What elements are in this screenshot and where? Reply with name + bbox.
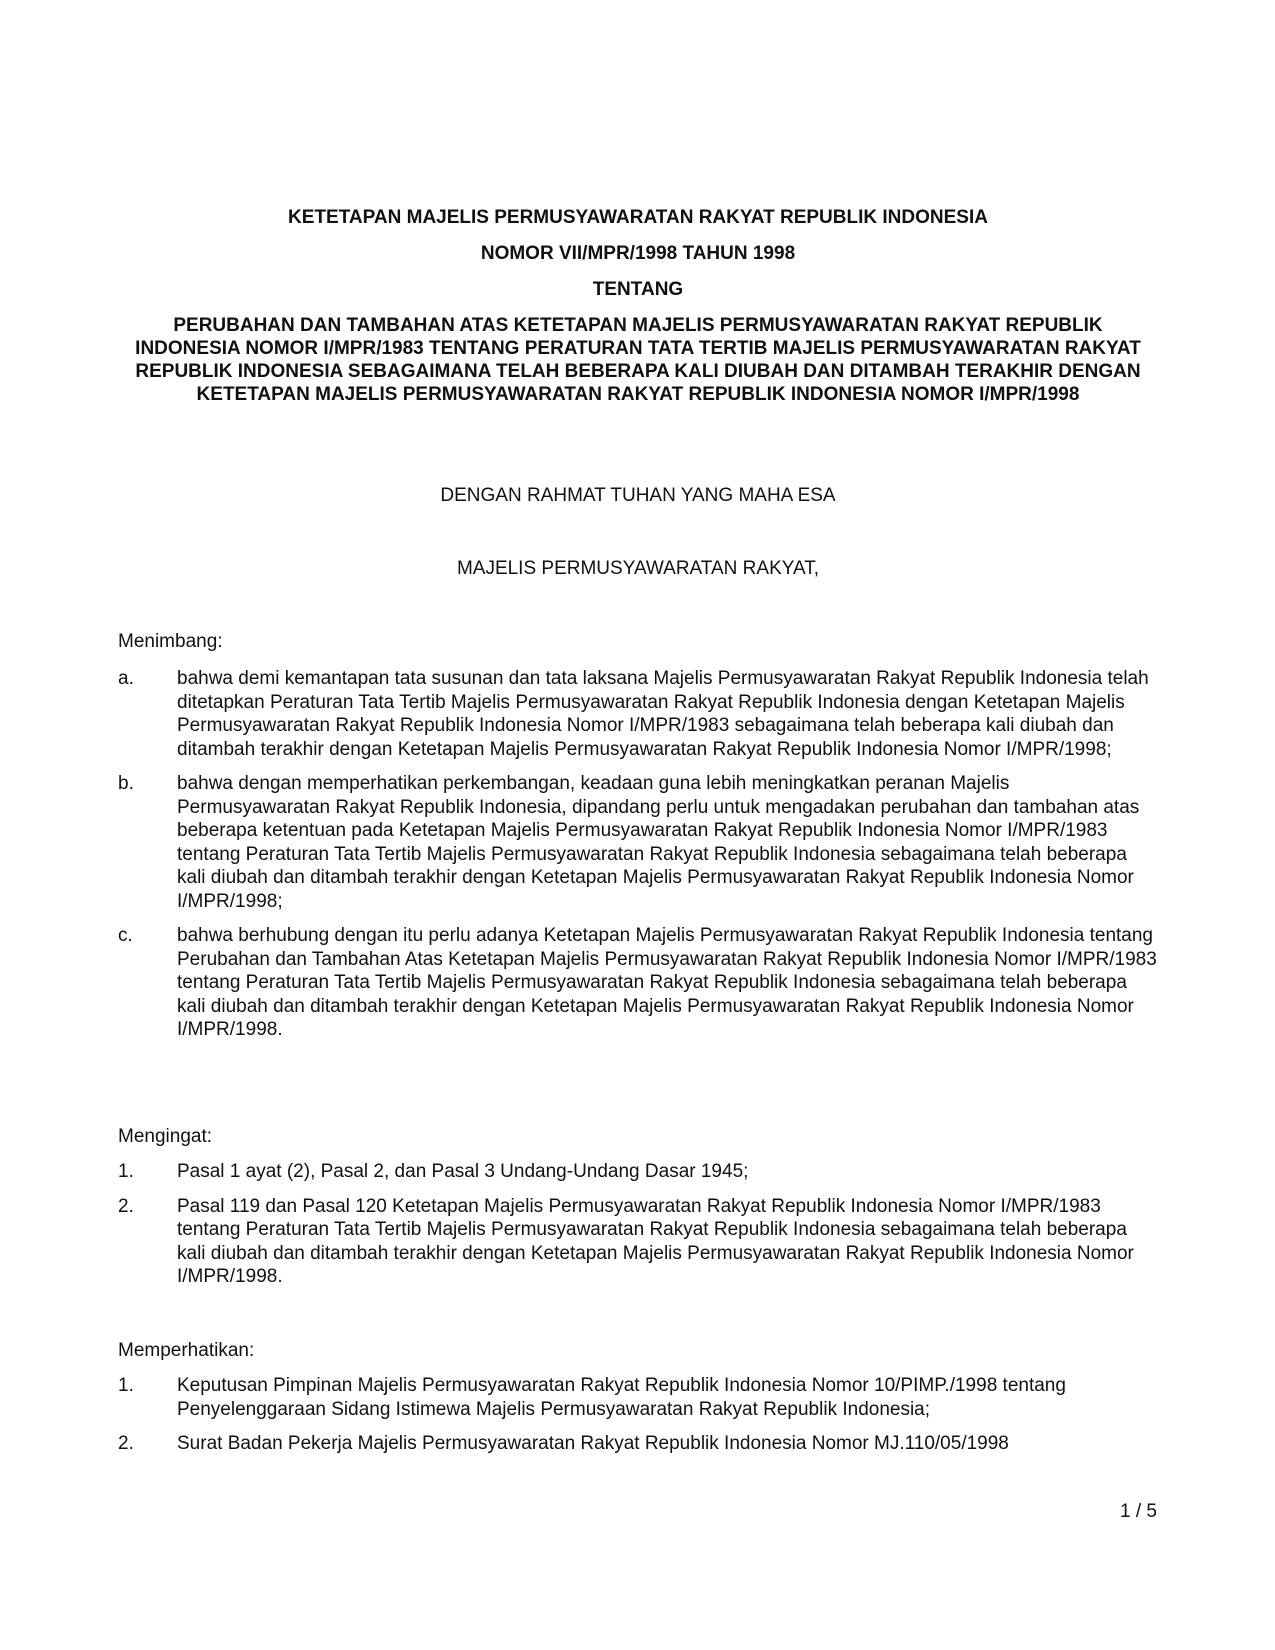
mengingat-list xyxy=(118,1160,1158,1300)
document-tentang: TENTANG xyxy=(592,279,684,300)
opening-invocation: DENGAN RAHMAT TUHAN YANG MAHA ESA xyxy=(440,485,836,506)
list-marker: a. xyxy=(118,668,134,689)
list-item xyxy=(118,1160,1158,1184)
list-text: Pasal 1 ayat (2), Pasal 2, dan Pasal 3 Undang-Undang Dasar 1945; xyxy=(177,1161,749,1182)
list-marker: 2. xyxy=(118,1195,134,1217)
list-item xyxy=(118,1195,1158,1289)
list-text: Pasal 119 dan Pasal 120 Ketetapan Majelis Permusyawaratan Rakyat Republik Indonesia Nomor I/MPR/1983 tentang Peraturan Tata Tertib Majelis Permusyawaratan Rakyat Republik Indonesia sebagaimana telah beberapa kali diubah dan ditambah terakhir dengan Ketetapan Majelis Permusyawaratan Rakyat Republik Indonesia Nomor I/MPR/1998. xyxy=(177,1195,1134,1287)
list-marker: b. xyxy=(118,773,134,794)
list-text: Surat Badan Pekerja Majelis Permusyawaratan Rakyat Republik Indonesia Nomor MJ.110/05/1998 xyxy=(177,1433,1009,1454)
list-text: bahwa dengan memperhatikan perkembangan, keadaan guna lebih meningkatkan peranan Majelis Permusyawaratan Rakyat Republik Indonesia, dipandang perlu untuk mengadakan perubahan dan tambahan atas beberapa ketentuan pada Ketetapan Majelis Permusyawaratan Rakyat Republik Indonesia Nomor I/MPR/1983 tentang Peraturan Tata Tertib Majelis Permusyawaratan Rakyat Republik Indonesia sebagaimana telah beberapa kali diubah dan ditambah terakhir dengan Ketetapan Majelis Permusyawaratan Rakyat Republik Indonesia Nomor I/MPR/1998; xyxy=(177,773,1140,912)
list-marker: 2. xyxy=(118,1433,134,1454)
list-marker: 1. xyxy=(118,1375,134,1396)
mengingat-label: Mengingat: xyxy=(118,1126,213,1147)
menimbang-label: Menimbang: xyxy=(118,631,223,652)
document-number: NOMOR VII/MPR/1998 TAHUN 1998 xyxy=(480,243,796,264)
list-item xyxy=(118,1374,1158,1421)
list-text: Keputusan Pimpinan Majelis Permusyawaratan Rakyat Republik Indonesia Nomor 10/PIMP./1998 tentang Penyelenggaraan Sidang Istimewa Majelis Permusyawaratan Rakyat Republik Indonesia; xyxy=(177,1375,1066,1420)
list-item xyxy=(118,924,1158,1042)
list-item xyxy=(118,772,1158,913)
list-marker: c. xyxy=(118,925,133,946)
memperhatikan-label: Memperhatikan: xyxy=(118,1340,255,1361)
list-item xyxy=(118,1432,1158,1456)
list-item xyxy=(118,667,1158,761)
memperhatikan-list xyxy=(118,1374,1158,1467)
list-text: bahwa berhubung dengan itu perlu adanya Ketetapan Majelis Permusyawaratan Rakyat Republik Indonesia tentang Perubahan dan Tambahan Atas Ketetapan Majelis Permusyawaratan Rakyat Republik Indonesia Nomor I/MPR/1983 tentang Peraturan Tata Tertib Majelis Permusyawaratan Rakyat Republik Indonesia sebagaimana telah beberapa kali diubah dan ditambah terakhir dengan Ketetapan Majelis Permusyawaratan Rakyat Republik Indonesia Nomor I/MPR/1998. xyxy=(177,925,1157,1040)
assembly-name: MAJELIS PERMUSYAWARATAN RAKYAT, xyxy=(456,558,820,579)
list-text: bahwa demi kemantapan tata susunan dan tata laksana Majelis Permusyawaratan Rakyat Republik Indonesia telah ditetapkan Peraturan Tata Tertib Majelis Permusyawaratan Rakyat Republik Indonesia dengan Ketetapan Majelis Permusyawaratan Rakyat Republik Indonesia Nomor I/MPR/1983 sebagaimana telah beberapa kali diubah dan ditambah terakhir dengan Ketetapan Majelis Permusyawaratan Rakyat Republik Indonesia Nomor I/MPR/1998; xyxy=(177,668,1149,760)
menimbang-list xyxy=(118,667,1158,1053)
document-subject: PERUBAHAN DAN TAMBAHAN ATAS KETETAPAN MAJELIS PERMUSYAWARATAN RAKYAT REPUBLIK INDONESIA NOMOR I/MPR/1983 TENTANG PERATURAN TATA TERTIB MAJELIS PERMUSYAWARATAN RAKYAT REPUBLIK INDONESIA SEBAGAIMANA TELAH BEBERAPA KALI DIUBAH DAN DITAMBAH TERAKHIR DENGAN KETETAPAN MAJELIS PERMUSYAWARATAN RAKYAT REPUBLIK INDONESIA NOMOR I/MPR/1998 xyxy=(135,315,1141,405)
page-number: 1 / 5 xyxy=(1120,1501,1157,1522)
list-marker: 1. xyxy=(118,1161,134,1182)
document-title: KETETAPAN MAJELIS PERMUSYAWARATAN RAKYAT REPUBLIK INDONESIA xyxy=(288,207,988,228)
